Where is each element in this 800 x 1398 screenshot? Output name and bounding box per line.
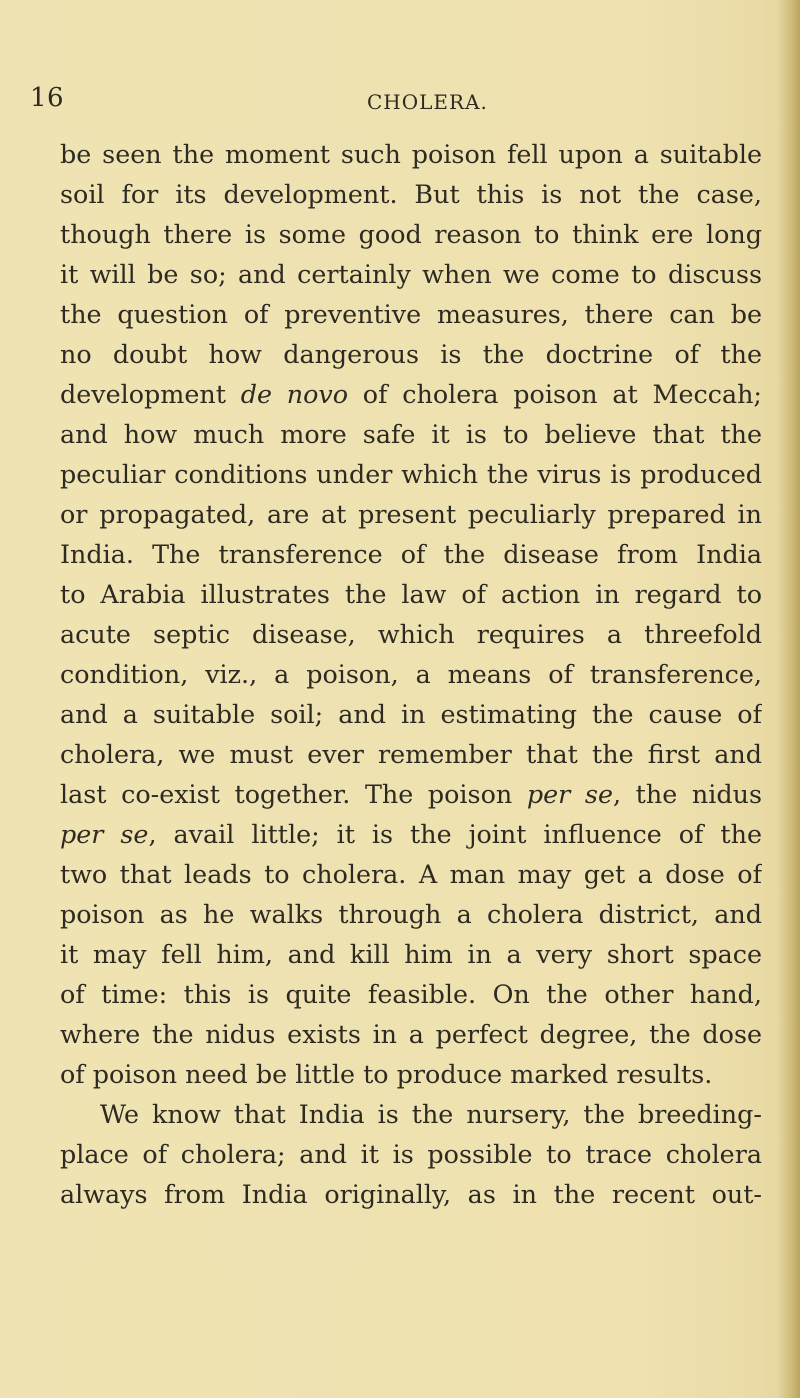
text-line: soil for its development. But this is not the case, (60, 179, 762, 209)
text-line: always from India originally, as in the recent out- (60, 1179, 762, 1209)
text-line: to Arabia illustrates the law of action in regard to (60, 579, 762, 609)
text-line: where the nidus exists in a perfect degree, the dose (60, 1019, 762, 1049)
page-edge-shadow (778, 0, 800, 1398)
text-line: the question of preventive measures, there can be (60, 299, 762, 329)
text-line: it will be so; and certainly when we come to discuss (60, 259, 762, 289)
text-line: of time: this is quite feasible. On the other hand, (60, 979, 762, 1009)
text-line: last co-exist together. The poison per se, the nidus (60, 779, 762, 809)
text-line: no doubt how dangerous is the doctrine of the (60, 339, 762, 369)
text-line: We know that India is the nursery, the breeding- (100, 1099, 762, 1129)
text-line: development de novo of cholera poison at Meccah; (60, 379, 762, 409)
text-line: acute septic disease, which requires a threefold (60, 619, 762, 649)
text-line: though there is some good reason to think ere long (60, 219, 762, 249)
page-number: 16 (30, 83, 65, 113)
text-line: and a suitable soil; and in estimating the cause of (60, 699, 762, 729)
text-line: peculiar conditions under which the virus is produced (60, 459, 762, 489)
text-line: or propagated, are at present peculiarly prepared in (60, 499, 762, 529)
text-line: India. The transference of the disease from India (60, 539, 762, 569)
text-line: condition, viz., a poison, a means of transference, (60, 659, 762, 689)
text-line: cholera, we must ever remember that the first and (60, 739, 762, 769)
body-text (60, 134, 762, 1214)
text-line: poison as he walks through a cholera district, and (60, 899, 762, 929)
text-line: two that leads to cholera. A man may get a dose of (60, 859, 762, 889)
text-line: it may fell him, and kill him in a very short space (60, 939, 762, 969)
text-line: be seen the moment such poison fell upon a suitable (60, 139, 762, 169)
running-head: CHOLERA. (367, 90, 488, 114)
text-line: place of cholera; and it is possible to trace cholera (60, 1139, 762, 1169)
text-line: of poison need be little to produce marked results. (60, 1059, 713, 1089)
text-line: and how much more safe it is to believe that the (60, 419, 762, 449)
text-line: per se, avail little; it is the joint influence of the (60, 819, 762, 849)
